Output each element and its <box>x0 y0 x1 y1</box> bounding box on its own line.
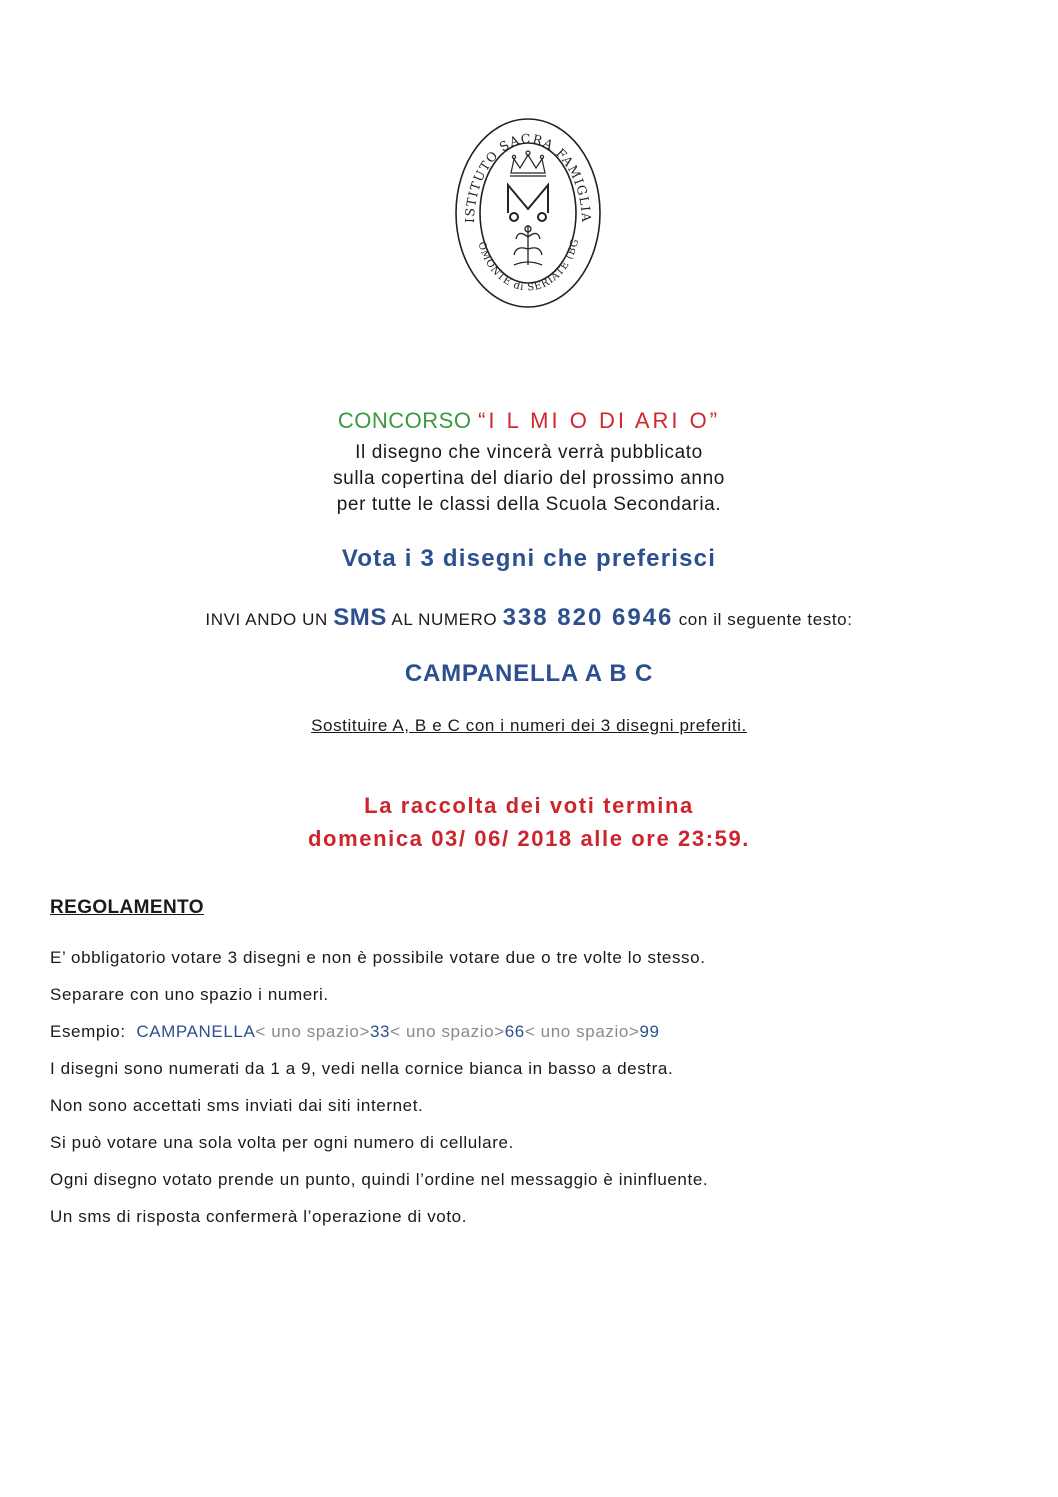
sms-instructions <box>0 604 1058 632</box>
substitute-note <box>0 716 1058 736</box>
regolamento-heading: REGOLAMENTO <box>50 897 204 918</box>
sms-part-1: INVI ANDO UN <box>205 610 328 629</box>
sms-word: SMS <box>333 604 387 631</box>
deadline-notice <box>0 789 1058 855</box>
rules-list <box>50 943 1010 1239</box>
example-number: 99 <box>639 1022 660 1041</box>
intro-line-2: sulla copertina del diario del prossimo anno <box>333 468 725 489</box>
intro-text <box>0 440 1058 518</box>
example-label: Esempio: <box>50 1022 126 1041</box>
school-seal-logo <box>448 113 608 313</box>
svg-text:COMONTE di SERIATE (BG): OMONTE di SERIATE (BG <box>475 237 582 294</box>
example-space-token: < uno spazio> <box>255 1022 370 1041</box>
example-number: 33 <box>370 1022 391 1041</box>
title-prefix: CONCORSO <box>337 408 472 433</box>
example-number: 66 <box>504 1022 525 1041</box>
vote-heading: Vota i 3 disegni che preferisci <box>341 545 717 572</box>
rule-item: Si può votare una sola volta per ogni numero di cellulare. <box>50 1133 514 1152</box>
sms-part-2: AL NUMERO <box>391 610 498 629</box>
sms-part-3: con il seguente testo: <box>678 610 853 629</box>
phone-number: 338 820 6946 <box>502 604 674 631</box>
deadline-line-2: domenica 03/ 06/ 2018 alle ore 23:59. <box>308 826 750 851</box>
rule-item: Un sms di risposta confermerà l’operazione di voto. <box>50 1207 468 1226</box>
rule-item: E’ obbligatorio votare 3 disegni e non è possibile votare due o tre volte lo stesso. <box>50 948 706 967</box>
svg-text:ISTITUTO SACRA FAMIGLIA: ISTITUTO SACRA FAMIGLIA <box>461 130 595 224</box>
rule-item: Separare con uno spazio i numeri. <box>50 985 329 1004</box>
rule-item: Non sono accettati sms inviati dai siti internet. <box>50 1096 424 1115</box>
contest-title <box>0 408 1058 434</box>
intro-line-1: Il disegno che vincerà verrà pubblicato <box>355 442 703 463</box>
example-word: CAMPANELLA <box>136 1022 256 1041</box>
example-space-token: < uno spazio> <box>390 1022 505 1041</box>
example-space-token: < uno spazio> <box>524 1022 640 1041</box>
deadline-line-1: La raccolta dei voti termina <box>364 793 694 818</box>
rule-item: Ogni disegno votato prende un punto, quindi l’ordine nel messaggio è ininfluente. <box>50 1170 709 1189</box>
title-name: “I L MI O DI ARI O” <box>478 408 721 433</box>
substitute-note-text: Sostituire A, B e C con i numeri dei 3 disegni preferiti. <box>311 716 747 735</box>
rule-item: I disegni sono numerati da 1 a 9, vedi nella cornice bianca in basso a destra. <box>50 1059 674 1078</box>
message-text: CAMPANELLA A B C <box>404 660 654 687</box>
intro-line-3: per tutte le classi della Scuola Secondaria. <box>336 494 722 515</box>
example-line <box>50 1017 1010 1054</box>
